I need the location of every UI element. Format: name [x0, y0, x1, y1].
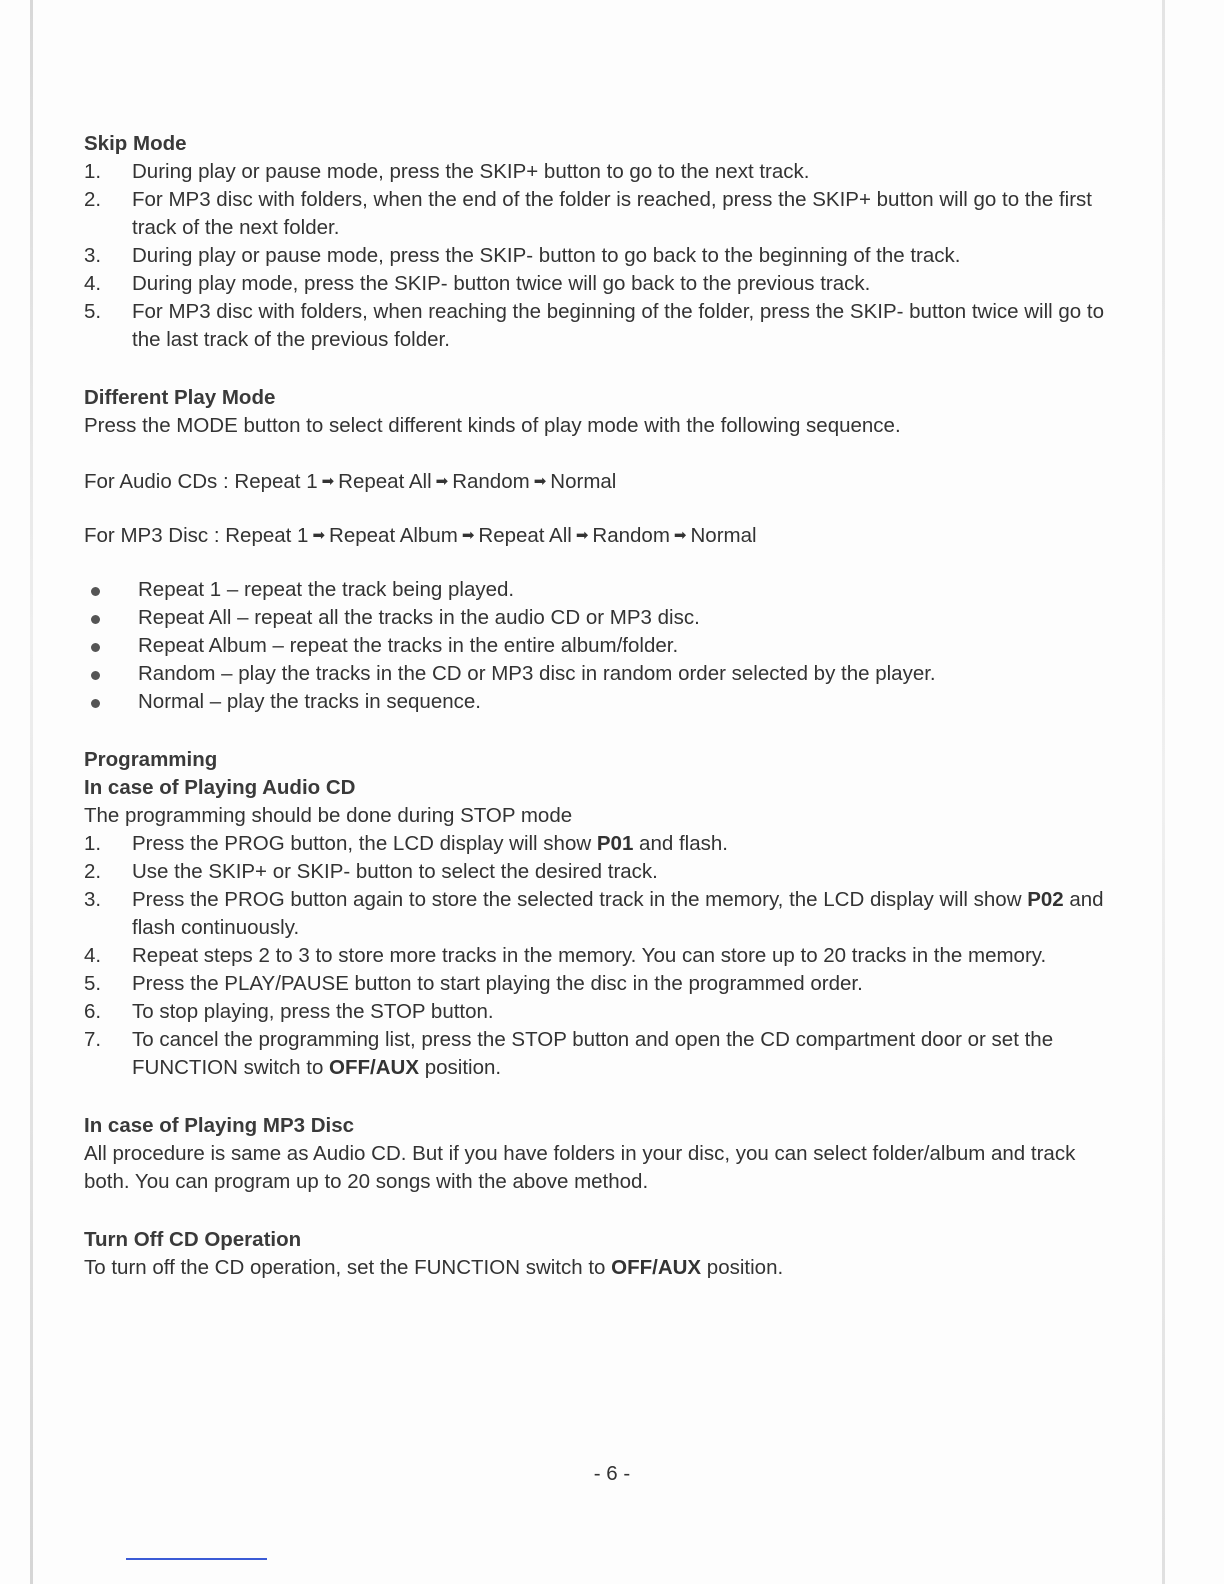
item-text-bold: P02 — [1027, 888, 1064, 911]
sequence-step: Normal — [690, 524, 757, 547]
skip-mode-list — [84, 158, 1124, 354]
sequence-step: Repeat All — [338, 470, 432, 493]
item-text: Press the PLAY/PAUSE button to start playing the disc in the programmed order. — [132, 972, 863, 995]
item-number: 5. — [84, 300, 102, 323]
turn-off-text-bold: OFF/AUX — [611, 1256, 702, 1279]
programming-intro: The programming should be done during STOP mode — [84, 804, 573, 827]
play-mode-section — [84, 384, 1124, 716]
bullet-dot-icon — [91, 587, 100, 596]
play-mode-bullet — [84, 632, 1124, 660]
skip-mode-item — [84, 242, 1124, 270]
bullet-dot-icon — [91, 699, 100, 708]
item-number: 1. — [84, 832, 102, 855]
item-text-bold: P01 — [596, 832, 634, 855]
item-number: 5. — [84, 972, 102, 995]
play-mode-bullet — [84, 576, 1124, 604]
item-number: 3. — [84, 888, 102, 911]
mp3-programming-section — [84, 1112, 1124, 1196]
play-mode-bullets — [84, 576, 1124, 716]
skip-mode-item — [84, 298, 1124, 354]
sequence-step: Repeat Album — [329, 524, 458, 547]
skip-mode-item — [84, 270, 1124, 298]
item-text: During play or pause mode, press the SKIP- button to go back to the beginning of the track. — [132, 244, 961, 267]
item-text-after: and flash. — [633, 832, 728, 855]
programming-item — [84, 858, 1124, 886]
arrow-right-icon: ➡ — [435, 473, 449, 490]
arrow-right-icon: ➡ — [673, 527, 687, 544]
arrow-right-icon: ➡ — [575, 527, 589, 544]
programming-item — [84, 1026, 1124, 1082]
item-text: During play mode, press the SKIP- button twice will go back to the previous track. — [132, 272, 871, 295]
play-mode-bullet — [84, 688, 1124, 716]
play-mode-intro: Press the MODE button to select different kinds of play mode with the following sequence. — [84, 414, 901, 437]
mp3-disc-sequence — [84, 522, 1124, 550]
bullet-text: Repeat 1 – repeat the track being played. — [138, 578, 515, 601]
skip-mode-section — [84, 130, 1124, 354]
item-number: 2. — [84, 188, 102, 211]
item-text: During play or pause mode, press the SKIP+ button to go to the next track. — [132, 160, 810, 183]
sequence-step: Repeat All — [478, 524, 572, 547]
play-mode-bullet — [84, 660, 1124, 688]
item-text: To cancel the programming list, press the STOP button and open the CD compartment door or set the FUNCTION switch to — [132, 1028, 1054, 1079]
item-number: 1. — [84, 160, 102, 183]
arrow-right-icon: ➡ — [321, 473, 335, 490]
scan-edge-left — [30, 0, 33, 1584]
bullet-text: Repeat All – repeat all the tracks in the audio CD or MP3 disc. — [138, 606, 700, 629]
item-text: To stop playing, press the STOP button. — [132, 1000, 494, 1023]
audio-cd-subheading: In case of Playing Audio CD — [84, 776, 356, 799]
item-number: 4. — [84, 944, 102, 967]
skip-mode-heading: Skip Mode — [84, 132, 187, 155]
sequence-step: Random — [452, 470, 530, 493]
sequence-prefix: For MP3 Disc : — [84, 524, 226, 547]
bullet-dot-icon — [91, 615, 100, 624]
sequence-step: Repeat 1 — [225, 524, 309, 547]
item-text: Repeat steps 2 to 3 to store more tracks in the memory. You can store up to 20 tracks in the memory. — [132, 944, 1047, 967]
play-mode-bullet — [84, 604, 1124, 632]
play-mode-heading: Different Play Mode — [84, 386, 276, 409]
bullet-dot-icon — [91, 671, 100, 680]
item-number: 7. — [84, 1028, 102, 1051]
programming-item — [84, 942, 1124, 970]
sequence-prefix: For Audio CDs : — [84, 470, 235, 493]
item-number: 3. — [84, 244, 102, 267]
item-text: Press the PROG button again to store the selected track in the memory, the LCD display will show — [132, 888, 1028, 911]
turn-off-text — [84, 1254, 1124, 1282]
arrow-right-icon: ➡ — [312, 527, 326, 544]
sequence-step: Normal — [550, 470, 617, 493]
bullet-text: Normal – play the tracks in sequence. — [138, 690, 481, 713]
item-text: Press the PROG button, the LCD display will show — [132, 832, 597, 855]
item-text: For MP3 disc with folders, when the end of the folder is reached, press the SKIP+ button will go to the first track of the next folder. — [132, 188, 1093, 239]
item-text: Use the SKIP+ or SKIP- button to select the desired track. — [132, 860, 658, 883]
scan-edge-right — [1162, 0, 1165, 1584]
item-number: 6. — [84, 1000, 102, 1023]
arrow-right-icon: ➡ — [533, 473, 547, 490]
item-text: For MP3 disc with folders, when reaching the beginning of the folder, press the SKIP- button twice will go to the last track of the previous folder. — [132, 300, 1104, 351]
sequence-step: Random — [592, 524, 670, 547]
turn-off-text-before: To turn off the CD operation, set the FUNCTION switch to — [84, 1256, 612, 1279]
programming-item — [84, 970, 1124, 998]
item-number: 4. — [84, 272, 102, 295]
page-content — [84, 130, 1124, 1282]
turn-off-text-after: position. — [701, 1256, 784, 1279]
mp3-programming-text: All procedure is same as Audio CD. But if you have folders in your disc, you can select folder/album and track both. You can program up to 20 songs with the above method. — [84, 1142, 1076, 1193]
programming-item — [84, 830, 1124, 858]
programming-list — [84, 830, 1124, 1082]
scan-mark-line — [126, 1558, 267, 1560]
item-text-after: and flash continuously. — [132, 888, 1104, 939]
programming-item — [84, 886, 1124, 942]
turn-off-section — [84, 1226, 1124, 1282]
skip-mode-item — [84, 158, 1124, 186]
mp3-programming-heading: In case of Playing MP3 Disc — [84, 1114, 355, 1137]
skip-mode-item — [84, 186, 1124, 242]
programming-item — [84, 998, 1124, 1026]
audio-cd-sequence — [84, 468, 1124, 496]
bullet-text: Random – play the tracks in the CD or MP3 disc in random order selected by the player. — [138, 662, 936, 685]
programming-section — [84, 746, 1124, 1082]
item-text-after: position. — [419, 1056, 502, 1079]
item-number: 2. — [84, 860, 102, 883]
turn-off-heading: Turn Off CD Operation — [84, 1228, 302, 1251]
sequence-step: Repeat 1 — [234, 470, 318, 493]
item-text-bold: OFF/AUX — [329, 1056, 420, 1079]
bullet-dot-icon — [91, 643, 100, 652]
arrow-right-icon: ➡ — [461, 527, 475, 544]
page-number: - 6 - — [593, 1462, 631, 1485]
bullet-text: Repeat Album – repeat the tracks in the entire album/folder. — [138, 634, 679, 657]
programming-heading: Programming — [84, 748, 218, 771]
